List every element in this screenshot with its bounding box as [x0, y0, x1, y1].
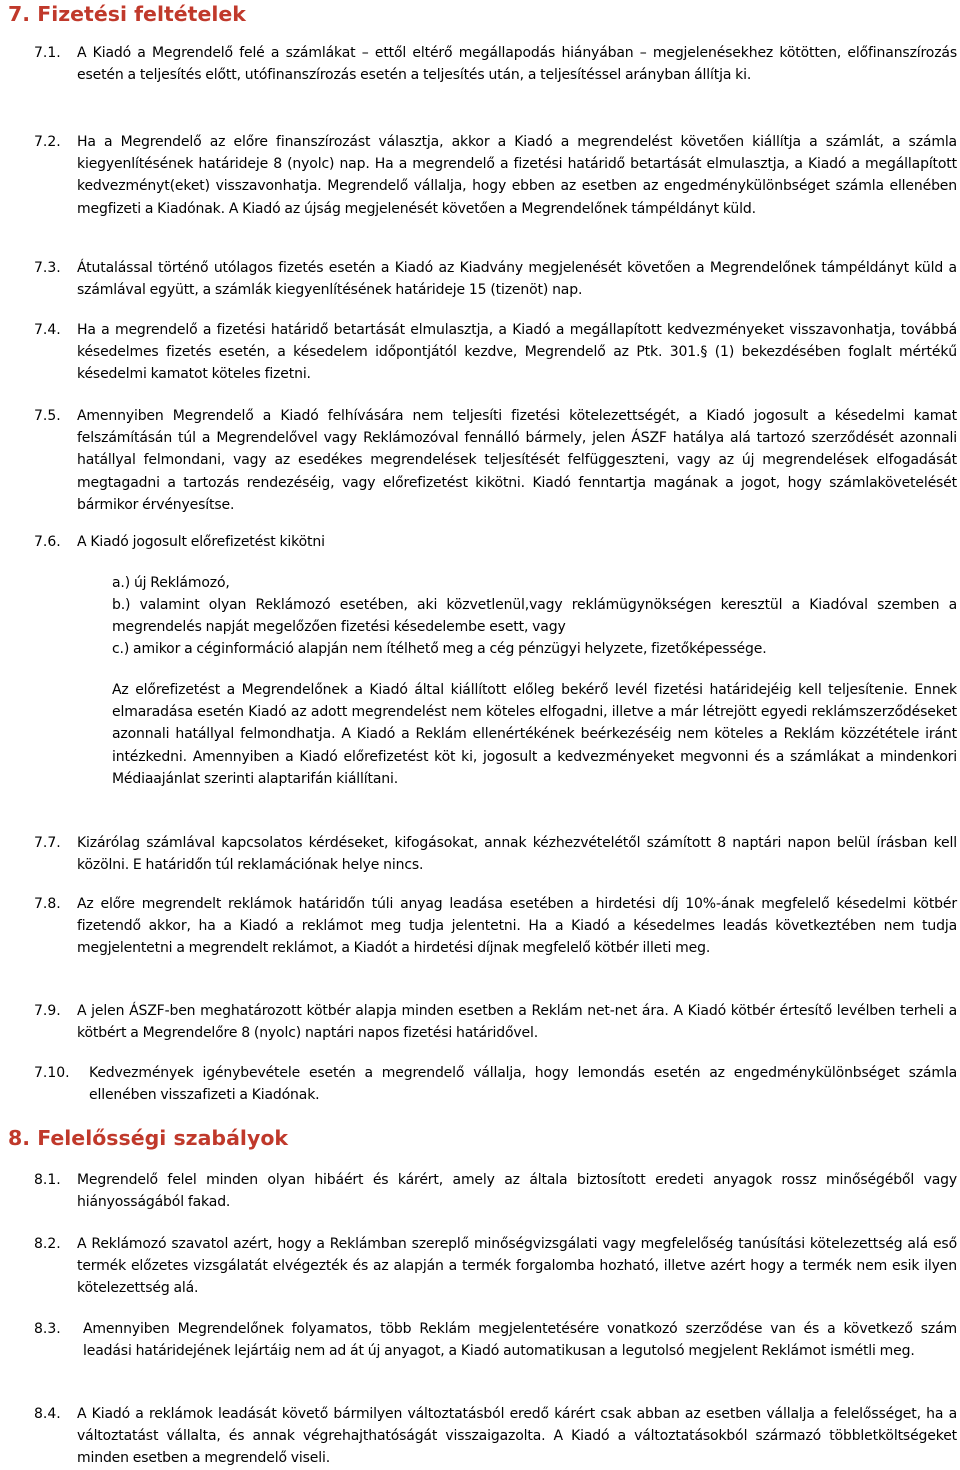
section-7-heading: 7. Fizetési feltételek	[8, 2, 246, 26]
clause-text: Ha a Megrendelő az előre finanszírozást választja, akkor a Kiadó a megrendelést követően kiállítja a számlát, a számla kiegyenlítésének határideje 8 (nyolc) nap. Ha a megrendelő a fizetési határidő betartását elmulasztja, a Kiadó a megállapított kedvezményt(eket) visszavonhatja. Megrendelő vállalja, hogy ebben az esetben az engedménykülönbséget számla ellenében megfizeti a Kiadónak. A Kiadó az újság megjelenését követően a Megrendelőnek támpéldányt küld.	[77, 134, 957, 217]
clause-text: Megrendelő felel minden olyan hibáért és kárért, amely az általa biztosított eredeti anyagok rossz minőségéből vagy hiányosságából fakad.	[77, 1172, 957, 1211]
clause-number: 8.2.	[34, 1236, 61, 1252]
clause-text: Az előre megrendelt reklámok határidőn túli anyag leadása esetében a hirdetési díj 10%-ának megfelelő késedelmi kötbér fizetendő akkor, ha a Kiadó a reklámot meg tudja jelentetni. Ha a Kiadó a késedelmes leadás következtében nem tudja megjelentetni a megrendelt reklámot, a Kiadót a hirdetési díjnak megfelelő kötbér illeti meg.	[77, 896, 957, 957]
clause-text: Átutalással történő utólagos fizetés esetén a Kiadó az Kiadvány megjelenését követően a Megrendelőnek támpéldányt küld a számlával együtt, a számlák kiegyenlítésének határideje 15 (tizenöt) nap.	[77, 260, 957, 299]
clause-number: 8.4.	[34, 1406, 61, 1422]
clause-number: 8.1.	[34, 1172, 61, 1188]
clause-text: A Kiadó a Megrendelő felé a számlákat – ettől eltérő megállapodás hiányában – megjelenésekhez kötötten, előfinanszírozás esetén a teljesítés előtt, utófinanszírozás esetén a teljesítés után, a teljesítéssel arányban állítja ki.	[77, 45, 957, 84]
clause-number: 7.6.	[34, 534, 61, 550]
clause-number: 7.8.	[34, 896, 61, 912]
clause-text: A Reklámozó szavatol azért, hogy a Reklámban szereplő minőségvizsgálati vagy megfelelőség tanúsítási kötelezettség alá eső termék előzetes vizsgálatát elvégezték és az alapján a termék forgalomba hozható, illetve azért hogy a termék nem esik ilyen kötelezettség alá.	[77, 1236, 957, 1297]
clause-number: 7.7.	[34, 835, 61, 851]
list-item-b: b.) valamint olyan Reklámozó esetében, aki közvetlenül,vagy reklámügynökségen keresztül a Kiadóval szemben a megrendelés napját megelőzően fizetési késedelembe esett, vagy	[112, 597, 957, 636]
clause-text: A jelen ÁSZF-ben meghatározott kötbér alapja minden esetben a Reklám net-net ára. A Kiadó kötbér értesítő levélben terheli a kötbért a Megrendelőre 8 (nyolc) naptári napos fizetési határidővel.	[77, 1003, 957, 1042]
clause-number: 7.2.	[34, 134, 61, 150]
clause-text: Amennyiben Megrendelőnek folyamatos, több Reklám megjelentetésére vonatkozó szerződése van és a következő szám leadási határidejének lejártáig nem ad át új anyagot, a Kiadó automatikusan a legutolsó megjelent Reklámot ismétli meg.	[83, 1321, 957, 1360]
list-item-a: a.) új Reklámozó,	[112, 575, 230, 591]
clause-number: 7.9.	[34, 1003, 61, 1019]
clause-number: 7.4.	[34, 322, 61, 338]
clause-text: Ha a megrendelő a fizetési határidő betartását elmulasztja, a Kiadó a megállapított kedvezményeket visszavonhatja, továbbá késedelmes fizetés esetén, a késedelem időpontjától kezdve, Megrendelő az Ptk. 301.§ (1) bekezdésében foglalt mértékű késedelmi kamatot köteles fizetni.	[77, 322, 957, 383]
clause-text: A Kiadó jogosult előrefizetést kikötni	[77, 534, 325, 550]
clause-number: 7.10.	[34, 1065, 70, 1081]
section-8-heading: 8. Felelősségi szabályok	[8, 1126, 289, 1150]
prepayment-paragraph: Az előrefizetést a Megrendelőnek a Kiadó által kiállított előleg bekérő levél fizetési határidejéig kell teljesítenie. Ennek elmaradása esetén Kiadó az adott megrendelést nem köteles elfogadni, illetve a már létrejött egyedi reklámszerződéseket azonnali hatállyal felmondhatja. A Kiadó a Reklám ellenértékének beérkezéséig nem köteles a Reklám közzététele iránt intézkedni. Amennyiben a Kiadó előrefizetést köt ki, jogosult a kedvezményeket megvonni és a számlákat a mindenkori Médiaajánlat szerinti alaptarifán kiállítani.	[112, 682, 957, 787]
clause-text: Kedvezmények igénybevétele esetén a megrendelő vállalja, hogy lemondás esetén az engedménykülönbséget számla ellenében visszafizeti a Kiadónak.	[89, 1065, 957, 1104]
clause-text: Kizárólag számlával kapcsolatos kérdéseket, kifogásokat, annak kézhezvételétől számított 8 naptári napon belül írásban kell közölni. E határidőn túl reklamációnak helye nincs.	[77, 835, 957, 874]
clause-number: 7.3.	[34, 260, 61, 276]
clause-number: 7.5.	[34, 408, 61, 424]
clause-text: Amennyiben Megrendelő a Kiadó felhívására nem teljesíti fizetési kötelezettségét, a Kiadó jogosult a késedelmi kamat felszámításán túl a Megrendelővel vagy Reklámozóval fennálló bármely, jelen ÁSZF hatálya alá tartozó szerződését azonnali hatállyal felmondani, vagy az esedékes megrendelések teljesítését felfüggeszteni, vagy az új megrendelések elfogadását megtagadni a tartozás rendezéséig, vagy előrefizetést kikötni. Kiadó fenntartja magának a jogot, hogy számlakövetelését bármikor érvényesítse.	[77, 408, 957, 513]
clause-text: A Kiadó a reklámok leadását követő bármilyen változtatásból eredő kárért csak abban az esetben vállalja a felelősséget, ha a változtatást vállalta, és annak végrehajthatóságát visszaigazolta. A Kiadó a változtatásokból származó többletköltségeket minden esetben a megrendelő viseli.	[77, 1406, 957, 1467]
list-item-c: c.) amikor a céginformáció alapján nem ítélhető meg a cég pénzügyi helyzete, fizetőképessége.	[112, 641, 767, 657]
clause-number: 8.3.	[34, 1321, 61, 1337]
clause-number: 7.1.	[34, 45, 61, 61]
